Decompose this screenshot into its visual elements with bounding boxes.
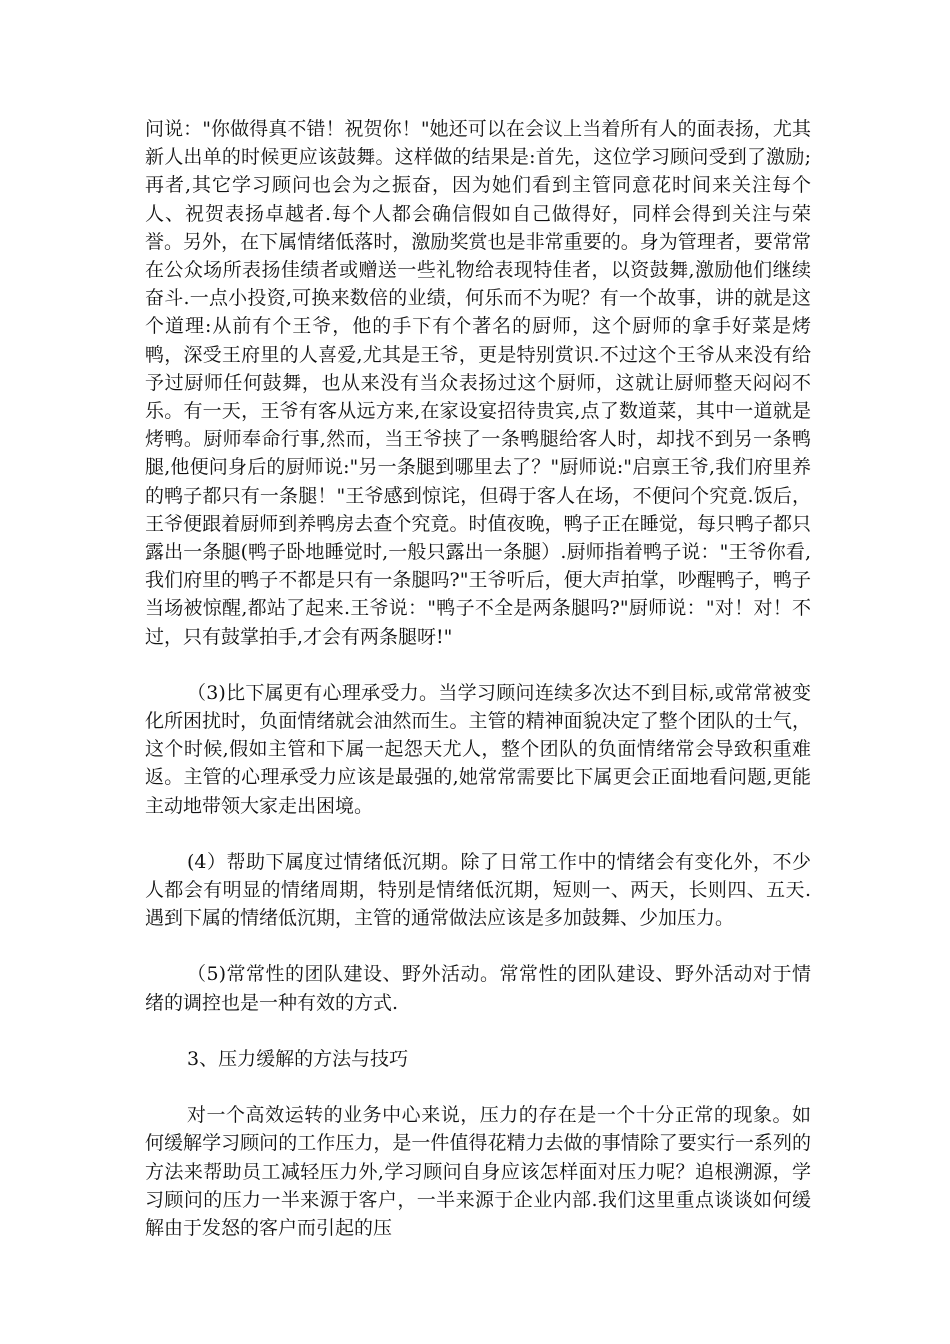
- paragraph-point-3: （3)比下属更有心理承受力。当学习顾问连续多次达不到目标,或常常被变化所困扰时，负面情绪就会油然而生。主管的精神面貌决定了整个团队的士气，这个时候,假如主管和下属一起怨天尤人，整个团队的负面情绪常会导致积重难返。主管的心理承受力应该是最强的,她常常需要比下属更会正面地看问题,更能主动地带领大家走出困境。: [145, 681, 811, 817]
- section-heading: 3、压力缓解的方法与技巧: [187, 1047, 409, 1070]
- paragraph-point-5: （5)常常性的团队建设、野外活动。常常性的团队建设、野外活动对于情绪的调控也是一种有效的方式.: [145, 963, 811, 1014]
- paragraph-point-4: (4）帮助下属度过情绪低沉期。除了日常工作中的情绪会有变化外，不少人都会有明显的情绪周期，特别是情绪低沉期，短则一、两天，长则四、五天.遇到下属的情绪低沉期，主管的通常做法应该是多加鼓舞、少加压力。: [145, 850, 811, 930]
- paragraph-stress-relief: 对一个高效运转的业务中心来说，压力的存在是一个十分正常的现象。如何缓解学习顾问的工作压力，是一件值得花精力去做的事情除了要实行一系列的方法来帮助员工减轻压力外,学习顾问自身应该怎样面对压力呢？追根溯源，学习顾问的压力一半来源于客户，一半来源于企业内部.我们这里重点谈谈如何缓解由于发怒的客户而引起的压: [145, 1104, 811, 1239]
- document-page: [145, 115, 811, 1242]
- paragraph-praise-story: 问说："你做得真不错！祝贺你！"她还可以在会议上当着所有人的面表扬，尤其新人出单的时候更应该鼓舞。这样做的结果是:首先，这位学习顾问受到了激励;再者,其它学习顾问也会为之振奋，因为她们看到主管同意花时间来关注每个人、祝贺表扬卓越者.每个人都会确信假如自己做得好，同样会得到关注与荣誉。另外，在下属情绪低落时，激励奖赏也是非常重要的。身为管理者，要常常在公众场所表扬佳绩者或赠送一些礼物给表现特佳者，以资鼓舞,激励他们继续奋斗.一点小投资,可换来数倍的业绩，何乐而不为呢？有一个故事，讲的就是这个道理:从前有个王爷，他的手下有个著名的厨师，这个厨师的拿手好菜是烤鸭，深受王府里的人喜爱,尤其是王爷，更是特别赏识.不过这个王爷从来没有给予过厨师任何鼓舞，也从来没有当众表扬过这个厨师，这就让厨师整天闷闷不乐。有一天，王爷有客从远方来,在家设宴招待贵宾,点了数道菜，其中一道就是烤鸭。厨师奉命行事,然而，当王爷挟了一条鸭腿给客人时，却找不到另一条鸭腿,他便问身后的厨师说:"另一条腿到哪里去了？"厨师说:"启禀王爷,我们府里养的鸭子都只有一条腿！"王爷感到惊诧，但碍于客人在场，不便问个究竟.饭后，王爷便跟着厨师到养鸭房去查个究竟。时值夜晚，鸭子正在睡觉，每只鸭子都只露出一条腿(鸭子卧地睡觉时,一般只露出一条腿）.厨师指着鸭子说："王爷你看,我们府里的鸭子不都是只有一条腿吗?"王爷听后，便大声拍掌，吵醒鸭子，鸭子当场被惊醒,都站了起来.王爷说："鸭子不全是两条腿吗?"厨师说："对！对！不过，只有鼓掌拍手,才会有两条腿呀!": [145, 118, 811, 648]
